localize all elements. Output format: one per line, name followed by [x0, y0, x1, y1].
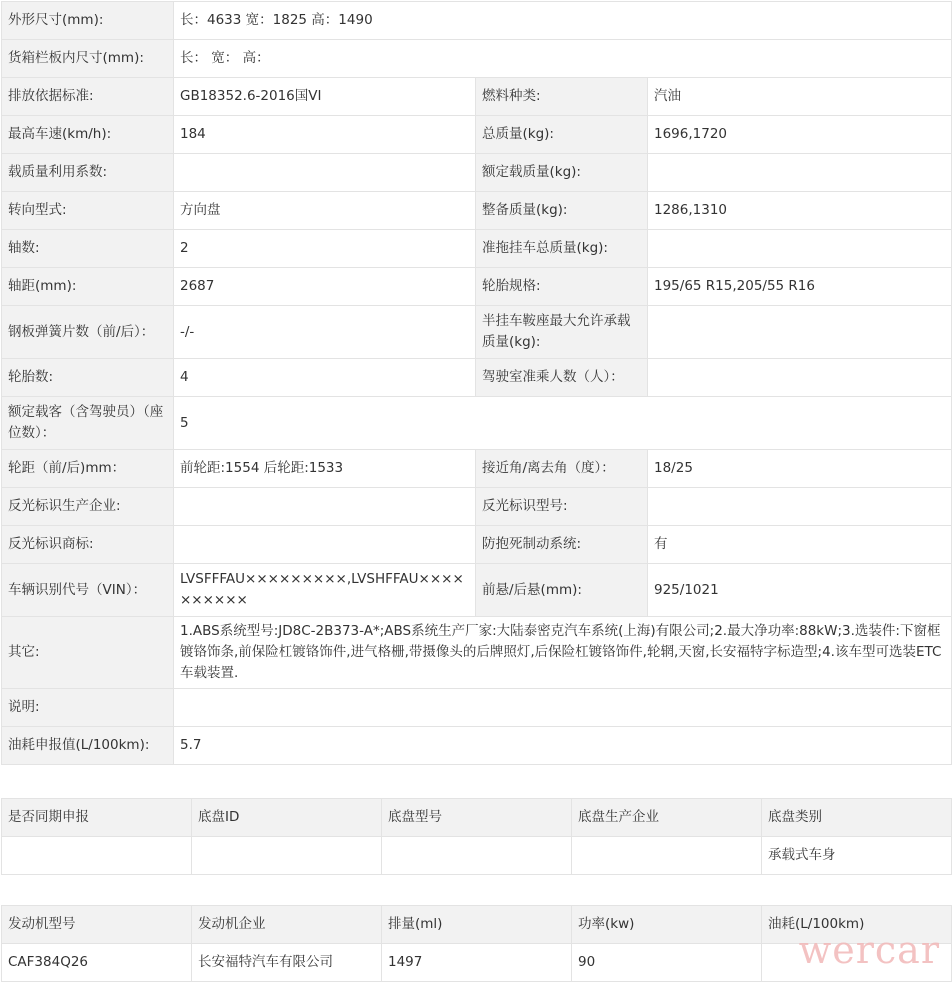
abs-value: 有 [648, 526, 952, 564]
cab-seats-label: 驾驶室准乘人数（人）： [476, 359, 648, 397]
wheelbase-value: 2687 [174, 268, 476, 306]
load-util-label: 载质量利用系数: [2, 154, 174, 192]
wheelbase-label: 轴距(mm): [2, 268, 174, 306]
chassis-header-cell: 底盘型号 [382, 799, 572, 837]
chassis-header-cell: 底盘生产企业 [572, 799, 762, 837]
reflector-maker-label: 反光标识生产企业: [2, 488, 174, 526]
chassis-cell [572, 837, 762, 875]
engine-table [1, 905, 952, 982]
chassis-cell [2, 837, 192, 875]
engine-cell: 1497 [382, 944, 572, 982]
cab-seats-value [648, 359, 952, 397]
chassis-header-row [2, 799, 952, 837]
track-label: 轮距（前/后)mm： [2, 450, 174, 488]
engine-cell: 长安福特汽车有限公司 [192, 944, 382, 982]
engine-cell: CAF384Q26 [2, 944, 192, 982]
chassis-header-cell: 是否同期申报 [2, 799, 192, 837]
chassis-cell [192, 837, 382, 875]
rated-load-value [648, 154, 952, 192]
saddle-load-label: 半挂车鞍座最大允许承载质量(kg): [476, 306, 648, 359]
watermark-logo: wercar [798, 928, 940, 972]
engine-header-cell: 发动机型号 [2, 906, 192, 944]
tire-spec-label: 轮胎规格: [476, 268, 648, 306]
trailer-mass-label: 准拖挂车总质量(kg): [476, 230, 648, 268]
track-value: 前轮距:1554 后轮距:1533 [174, 450, 476, 488]
reflector-model-value [648, 488, 952, 526]
reflector-brand-label: 反光标识商标: [2, 526, 174, 564]
overhang-value: 925/1021 [648, 564, 952, 617]
fuel-value: 汽油 [648, 78, 952, 116]
reflector-maker-value [174, 488, 476, 526]
trailer-mass-value [648, 230, 952, 268]
passengers-label: 额定载客（含驾驶员）（座位数）： [2, 397, 174, 450]
total-mass-label: 总质量(kg): [476, 116, 648, 154]
approach-value: 18/25 [648, 450, 952, 488]
fuel-label: 燃料种类: [476, 78, 648, 116]
approach-label: 接近角/离去角（度）： [476, 450, 648, 488]
engine-header-cell: 功率(kw) [572, 906, 762, 944]
axles-value: 2 [174, 230, 476, 268]
chassis-header-cell: 底盘ID [192, 799, 382, 837]
tire-spec-value: 195/65 R15,205/55 R16 [648, 268, 952, 306]
engine-data-row [2, 944, 952, 982]
cargo-size-label: 货箱栏板内尺寸(mm): [2, 40, 174, 78]
saddle-load-value [648, 306, 952, 359]
outer-size-value: 长：4633 宽：1825 高：1490 [174, 2, 952, 40]
vin-value: LVSFFFAU×××××××××,LVSHFFAU×××××××××× [174, 564, 476, 617]
curb-mass-label: 整备质量(kg): [476, 192, 648, 230]
engine-header-cell: 油耗(L/100km) [762, 906, 952, 944]
chassis-header-cell: 底盘类别 [762, 799, 952, 837]
tires-count-value: 4 [174, 359, 476, 397]
tires-count-label: 轮胎数: [2, 359, 174, 397]
note-value [174, 689, 952, 727]
chassis-cell: 承载式车身 [762, 837, 952, 875]
overhang-label: 前悬/后悬(mm): [476, 564, 648, 617]
chassis-table [1, 798, 952, 875]
steering-label: 转向型式: [2, 192, 174, 230]
engine-cell: 90 [572, 944, 762, 982]
vin-label: 车辆识别代号（VIN）： [2, 564, 174, 617]
steering-value: 方向盘 [174, 192, 476, 230]
engine-cell [762, 944, 952, 982]
total-mass-value: 1696,1720 [648, 116, 952, 154]
curb-mass-value: 1286,1310 [648, 192, 952, 230]
load-util-value [174, 154, 476, 192]
other-label: 其它: [2, 617, 174, 689]
engine-header-cell: 发动机企业 [192, 906, 382, 944]
note-label: 说明: [2, 689, 174, 727]
chassis-cell [382, 837, 572, 875]
passengers-value: 5 [174, 397, 952, 450]
engine-header-cell: 排量(ml) [382, 906, 572, 944]
leaf-spring-value: -/- [174, 306, 476, 359]
axles-label: 轴数: [2, 230, 174, 268]
fuel-consumption-value: 5.7 [174, 727, 952, 765]
rated-load-label: 额定载质量(kg): [476, 154, 648, 192]
max-speed-label: 最高车速(km/h): [2, 116, 174, 154]
emission-label: 排放依据标准: [2, 78, 174, 116]
chassis-data-row [2, 837, 952, 875]
leaf-spring-label: 钢板弹簧片数（前/后）： [2, 306, 174, 359]
cargo-size-value: 长： 宽： 高： [174, 40, 952, 78]
engine-header-row [2, 906, 952, 944]
reflector-brand-value [174, 526, 476, 564]
other-value: 1.ABS系统型号:JD8C-2B373-A*;ABS系统生产厂家:大陆泰密克汽车系统(上海)有限公司;2.最大净功率:88kW;3.选装件:下窗框镀铬饰条,前保险杠镀铬饰件,进气格栅,带摄像头的后牌照灯,后保险杠镀铬饰件,轮辋,天窗,长安福特字标造型;4.该车型可选装ETC车载装置. [174, 617, 952, 689]
reflector-model-label: 反光标识型号: [476, 488, 648, 526]
spec-table [1, 1, 952, 765]
fuel-consumption-label: 油耗申报值(L/100km): [2, 727, 174, 765]
max-speed-value: 184 [174, 116, 476, 154]
abs-label: 防抱死制动系统: [476, 526, 648, 564]
outer-size-label: 外形尺寸(mm): [2, 2, 174, 40]
emission-value: GB18352.6-2016国VI [174, 78, 476, 116]
